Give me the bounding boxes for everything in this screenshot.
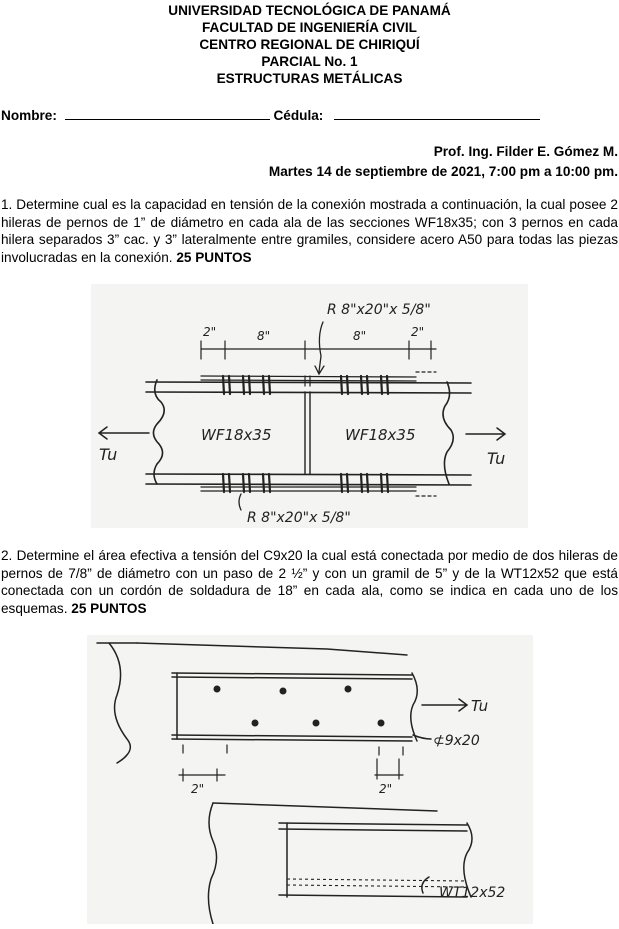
fig1-section-left: WF18x35 — [201, 426, 272, 444]
fig1-plate-top-label: R 8"x20"x 5/8" — [327, 302, 431, 318]
figure-1-connection-sketch — [91, 284, 528, 528]
question-1 — [1, 196, 618, 266]
fig1-dim-2-left: 2" — [203, 325, 217, 339]
exam-title: PARCIAL No. 1 — [261, 54, 358, 69]
figure-1-drawing — [91, 284, 528, 528]
exam-date: Martes 14 de septiembre de 2021, 7:00 pm a 10:00 pm. — [268, 164, 618, 179]
question-2-points: 25 PUNTOS — [71, 600, 147, 616]
fig2-tee-label: WT12x52 — [439, 885, 506, 901]
course-name: ESTRUCTURAS METÁLICAS — [216, 71, 403, 86]
question-2 — [1, 547, 618, 617]
regional-center: CENTRO REGIONAL DE CHIRIQUÍ — [199, 37, 420, 52]
question-1-text: 1. Determine cual es la capacidad en tensión de la conexión mostrada a continuación, la cual posee 2 hileras de pernos de 1” de diámetro en cada ala de las secciones WF18x35; con 3 pernos en cada hilera separados 3” cac. y 3” lateralmente entre gramiles, considere acero A50 para todas las piezas involucradas en la conexión. — [1, 197, 618, 265]
exam-info — [269, 142, 618, 182]
fig2-dim-right: 2" — [379, 782, 393, 796]
name-label: Nombre: — [1, 108, 57, 123]
university-name: UNIVERSIDAD TECNOLÓGICA DE PANAMÁ — [168, 3, 451, 18]
student-fields — [1, 108, 540, 123]
fig1-force-right: Tu — [487, 449, 506, 468]
fig1-section-right: WF18x35 — [345, 426, 416, 444]
fig2-dim-left: 2" — [191, 782, 205, 796]
figure-2-sections-sketch — [87, 635, 533, 924]
fig1-force-left: Tu — [99, 445, 118, 464]
faculty-name: FACULTAD DE INGENIERÍA CIVIL — [202, 20, 417, 35]
fig2-channel-label: ⊄9x20 — [433, 733, 480, 749]
id-label: Cédula: — [273, 108, 324, 123]
fig2-force-label: Tu — [471, 697, 489, 715]
question-1-points: 25 PUNTOS — [176, 249, 252, 265]
question-2-text: 2. Determine el área efectiva a tensión del C9x20 la cual está conectada por medio de dos hileras de pernos de 7/8” de diámetro con un paso de 2 ½” y con un gramil de 5” y de la WT12x52 que está conectada con un cordón de soldadura de 18” en cada ala, como se indica en cada uno de los esquemas. — [1, 548, 618, 616]
fig1-dim-8-right: 8" — [353, 329, 367, 343]
fig1-plate-bottom-label: R 8"x20"x 5/8" — [247, 510, 351, 526]
name-blank — [65, 108, 270, 120]
fig1-dim-8-left: 8" — [257, 329, 271, 343]
figure-2-drawing — [87, 635, 533, 924]
fig1-dim-2-right: 2" — [411, 325, 425, 339]
id-blank — [334, 108, 540, 120]
exam-header — [0, 2, 619, 87]
professor-name: Prof. Ing. Filder E. Gómez M. — [433, 144, 618, 159]
